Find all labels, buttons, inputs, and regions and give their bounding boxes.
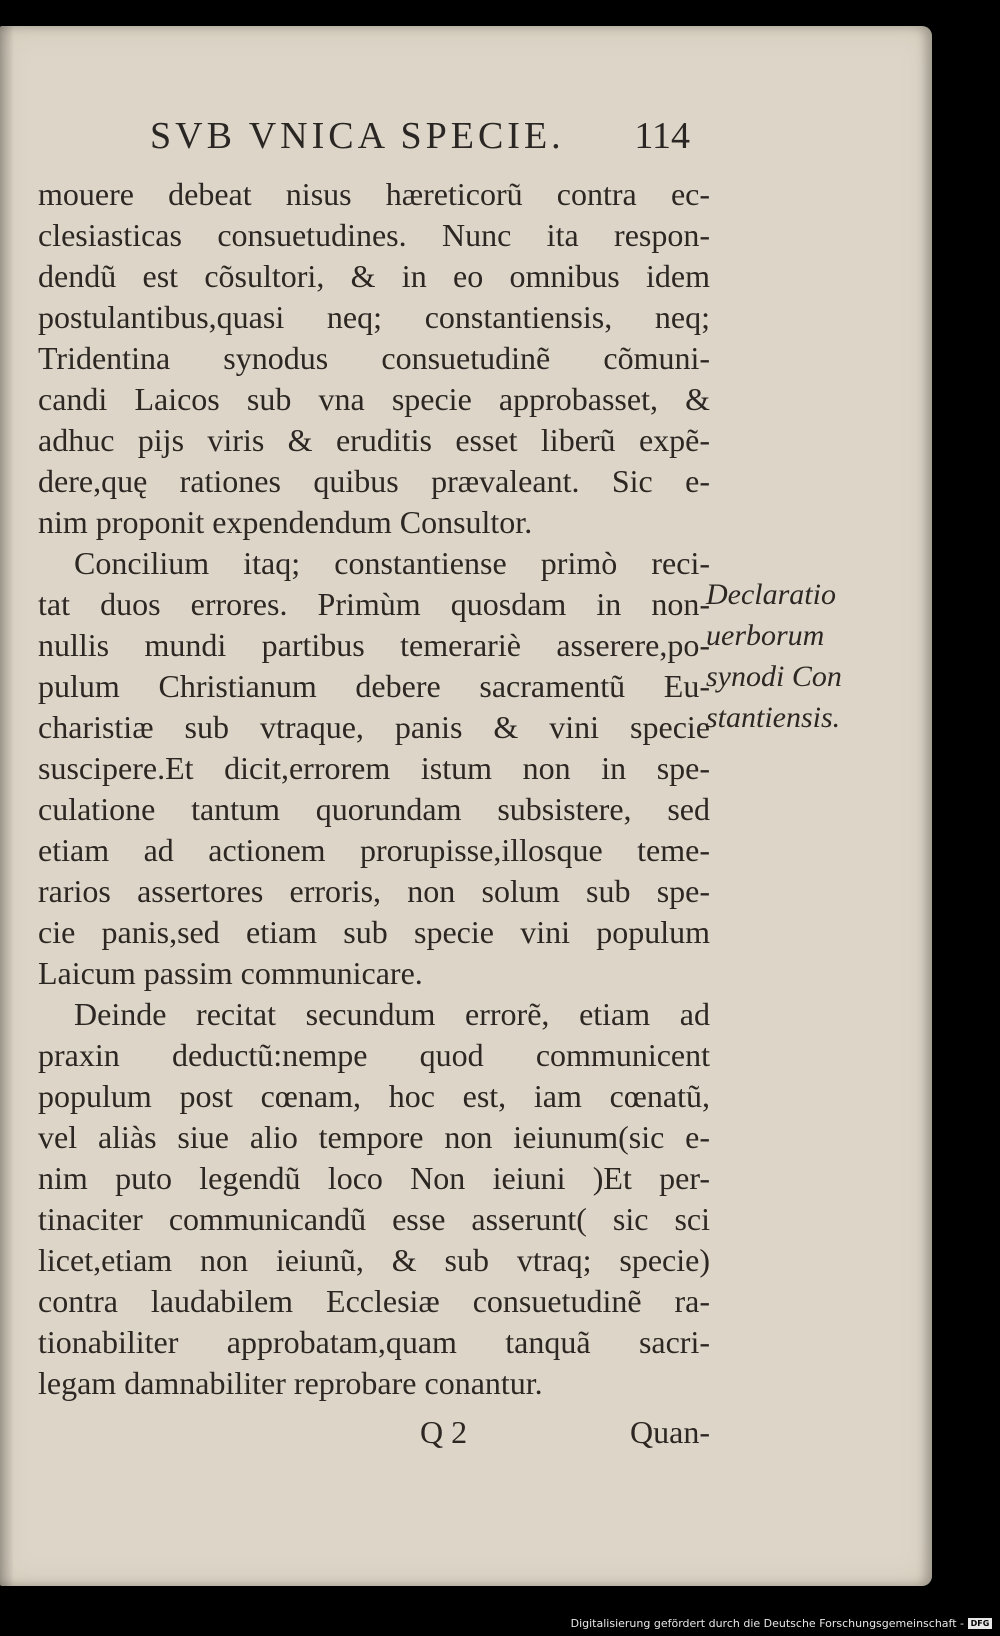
text-line: mouere debeat nisus hæreticorũ contra ec- [38,176,710,212]
page-header [150,114,690,170]
catchword: Quan- [630,1414,710,1450]
marginal-note-line: synodi Con [706,660,842,693]
text-line: tat duos errores. Primùm quosdam in non- [38,586,710,622]
text-line: cie panis,sed etiam sub specie vini populum [38,914,710,950]
page-number: 114 [634,115,690,157]
body-text [38,174,710,1404]
text-line: dere,quę rationes quibus prævaleant. Sic e- [38,463,710,499]
marginal-note-line: uerborum [706,619,825,652]
text-line: tionabiliter approbatam,quam tanquã sacri- [38,1324,710,1360]
book-page [0,26,932,1586]
text-line: suscipere.Et dicit,errorem istum non in spe- [38,750,710,786]
text-line: adhuc pijs viris & eruditis esset liberũ expẽ- [38,422,710,458]
credit-text: Digitalisierung gefördert durch die Deutsche Forschungsgemeinschaft - [570,1617,964,1630]
text-line: praxin deductũ:nempe quod communicent [38,1037,710,1073]
text-line: legam damnabiliter reprobare conantur. [38,1365,543,1401]
marginal-note-line: Declaratio [706,578,836,611]
text-line: dendũ est cõsultori, & in eo omnibus idem [38,258,710,294]
text-line: tinaciter communicandũ esse asserunt( sic sci [38,1201,710,1237]
text-line: contra laudabilem Ecclesiæ consuetudinẽ ra- [38,1283,710,1319]
text-line: licet,etiam non ieiunũ, & sub vtraq; specie) [38,1242,710,1278]
page-footer [420,1414,710,1458]
dfg-logo: DFG [968,1618,992,1629]
marginal-note [706,574,866,738]
text-line: nullis mundi partibus temerariè asserere,po- [38,627,710,663]
text-line: candi Laicos sub vna specie approbasset, & [38,381,710,417]
signature-mark: Q 2 [420,1414,468,1450]
text-line: Deinde recitat secundum errorẽ, etiam ad [74,996,710,1032]
text-line: postulantibus,quasi neq; constantiensis, neq; [38,299,710,335]
text-line: vel aliàs siue alio tempore non ieiunum(sic e- [38,1119,710,1155]
running-head: SVB VNICA SPECIE. [150,115,565,157]
marginal-note-line: stantiensis. [706,701,841,734]
text-line: etiam ad actionem prorupisse,illosque teme- [38,832,710,868]
text-line: populum post cœnam, hoc est, iam cœnatũ, [38,1078,710,1114]
text-line: Concilium itaq; constantiense primò reci- [74,545,710,581]
text-line: nim puto legendũ loco Non ieiuni )Et per- [38,1160,710,1196]
text-line: pulum Christianum debere sacramentũ Eu- [38,668,710,704]
text-line: Laicum passim communicare. [38,955,423,991]
text-line: rarios assertores erroris, non solum sub spe- [38,873,710,909]
text-line: Tridentina synodus consuetudinẽ cõmuni- [38,340,710,376]
text-line: culatione tantum quorundam subsistere, sed [38,791,710,827]
text-line: clesiasticas consuetudines. Nunc ita respon- [38,217,710,253]
text-line: nim proponit expendendum Consultor. [38,504,533,540]
digitization-credit [571,1617,992,1630]
text-line: charistiæ sub vtraque, panis & vini specie [38,709,710,745]
